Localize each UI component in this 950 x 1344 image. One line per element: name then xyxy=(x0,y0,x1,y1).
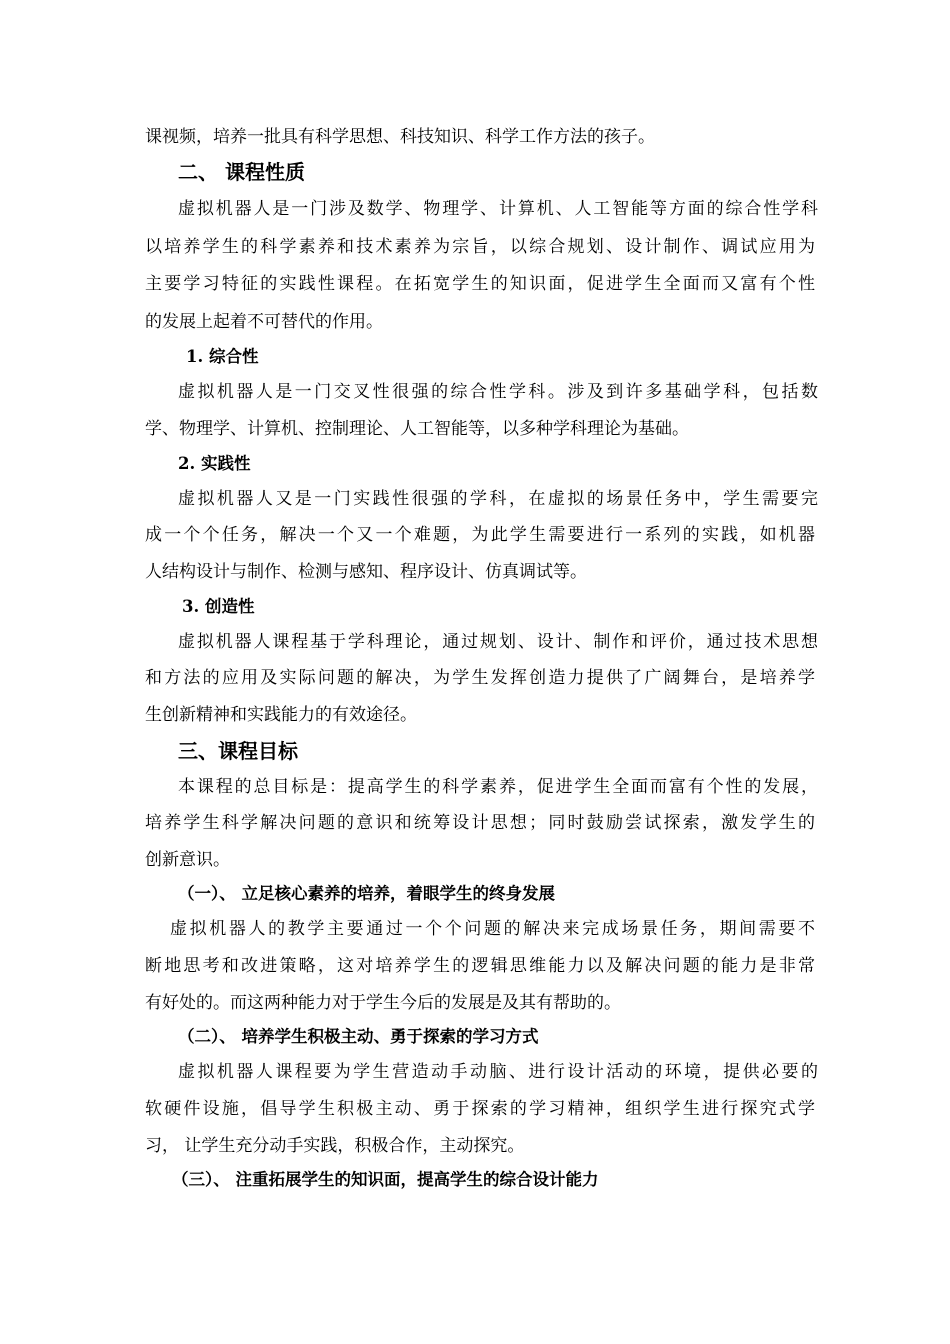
section-2-heading: 二、 课程性质 xyxy=(178,160,305,184)
paragraph-line: 主要学习特征的实践性课程。在拓宽学生的知识面，促进学生全面而又富有个性 xyxy=(145,274,815,294)
paragraph-line: 和方法的应用及实际问题的解决，为学生发挥创造力提供了广阔舞台，是培养学 xyxy=(145,668,815,688)
item-3-heading: 3. 创造性 xyxy=(182,597,255,616)
paragraph-line: 虚拟机器人是一门交叉性很强的综合性学科。涉及到许多基础学科，包括数 xyxy=(178,382,818,402)
subsection-3-heading: （三）、 注重拓展学生的知识面，提高学生的综合设计能力 xyxy=(172,1170,599,1189)
paragraph-line: 有好处的。而这两种能力对于学生今后的发展是及其有帮助的。 xyxy=(145,993,621,1013)
subsection-1-heading: （一）、 立足核心素养的培养，着眼学生的终身发展 xyxy=(178,884,555,903)
intro-tail-line: 课视频，培养一批具有科学思想、科技知识、科学工作方法的孩子。 xyxy=(145,127,655,147)
paragraph-line: 虚拟机器人课程基于学科理论，通过规划、设计、制作和评价，通过技术思想 xyxy=(178,632,818,652)
paragraph-line: 培养学生科学解决问题的意识和统筹设计思想；同时鼓励尝试探索，激发学生的 xyxy=(145,813,815,833)
paragraph-line: 断地思考和改进策略，这对培养学生的逻辑思维能力以及解决问题的能力是非常 xyxy=(145,956,815,976)
item-1-heading: 1. 综合性 xyxy=(186,347,259,366)
paragraph-line: 虚拟机器人的教学主要通过一个个问题的解决来完成场景任务，期间需要不 xyxy=(170,919,815,939)
paragraph-line: 人结构设计与制作、检测与感知、程序设计、仿真调试等。 xyxy=(145,562,587,582)
paragraph-line: 学、物理学、计算机、控制理论、人工智能等，以多种学科理论为基础。 xyxy=(145,419,689,439)
paragraph-line: 虚拟机器人课程要为学生营造动手动脑、进行设计活动的环境，提供必要的 xyxy=(178,1062,818,1082)
paragraph-line: 本课程的总目标是：提高学生的科学素养，促进学生全面而富有个性的发展， xyxy=(178,777,818,797)
paragraph-line: 生创新精神和实践能力的有效途径。 xyxy=(145,705,417,725)
paragraph-line: 虚拟机器人又是一门实践性很强的学科，在虚拟的场景任务中，学生需要完 xyxy=(178,489,818,509)
paragraph-line: 以培养学生的科学素养和技术素养为宗旨，以综合规划、设计制作、调试应用为 xyxy=(145,237,815,257)
paragraph-line: 成一个个任务，解决一个又一个难题，为此学生需要进行一系列的实践，如机器 xyxy=(145,525,815,545)
paragraph-line: 习， 让学生充分动手实践，积极合作，主动探究。 xyxy=(145,1136,525,1156)
item-2-heading: 2. 实践性 xyxy=(178,454,251,473)
subsection-2-heading: （二）、 培养学生积极主动、勇于探索的学习方式 xyxy=(178,1027,539,1046)
paragraph-line: 的发展上起着不可替代的作用。 xyxy=(145,312,383,332)
paragraph-line: 虚拟机器人是一门涉及数学、物理学、计算机、人工智能等方面的综合性学科 xyxy=(178,199,818,219)
section-3-heading: 三、课程目标 xyxy=(178,739,298,763)
paragraph-line: 创新意识。 xyxy=(145,850,230,870)
paragraph-line: 软硬件设施，倡导学生积极主动、勇于探索的学习精神，组织学生进行探究式学 xyxy=(145,1099,815,1119)
